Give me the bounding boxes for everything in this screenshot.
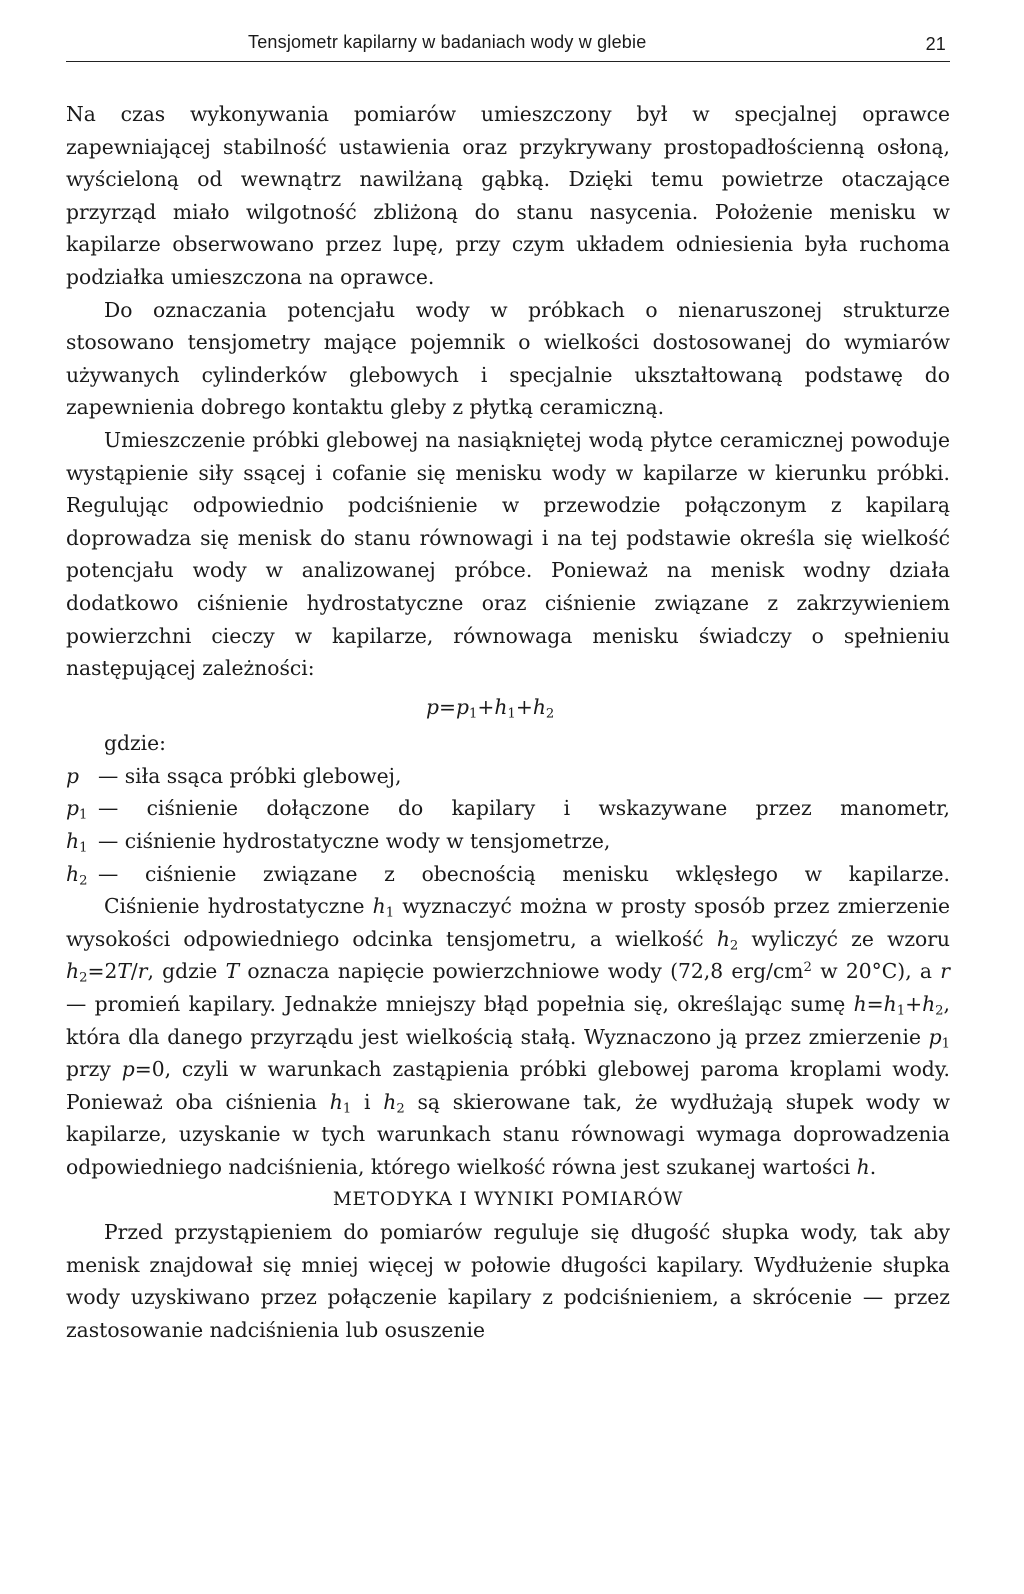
math-subscript: 1 — [342, 1101, 352, 1117]
text-run: + — [905, 992, 923, 1017]
math-subscript: 2 — [79, 970, 88, 986]
definition-symbol — [66, 792, 98, 825]
header-rule — [66, 61, 950, 62]
symbol-subscript: 1 — [79, 840, 88, 856]
definition-symbol — [66, 825, 98, 858]
symbol-letter: h — [66, 829, 80, 854]
math-subscript: 1 — [896, 1003, 906, 1019]
definition-text: — ciśnienie hydrostatyczne wody w tensjometrze, — [98, 829, 611, 854]
where-label: gdzie: — [104, 731, 166, 756]
text-run: w 20°C), a — [811, 959, 941, 984]
definition-row — [66, 760, 950, 793]
symbol-letter: p — [66, 796, 79, 821]
math-symbol: T — [225, 959, 240, 984]
eq-plus-1: + — [477, 694, 495, 719]
math-superscript: 2 — [803, 960, 812, 976]
definition-text: — siła ssąca próbki glebowej, — [98, 763, 402, 788]
text-run: wyliczyć ze wzoru — [738, 926, 950, 951]
body-text — [66, 98, 950, 1347]
math-symbol: T — [117, 959, 131, 984]
definition-text: — ciśnienie związane z obecnością menisku wklęsłego w kapilarze. — [98, 861, 950, 886]
text-run: Ciśnienie hydrostatyczne — [104, 894, 373, 919]
eq-p1: p — [455, 694, 469, 719]
eq-h2-sub: 2 — [545, 705, 555, 721]
math-symbol: r — [940, 959, 950, 984]
math-symbol: h — [883, 992, 897, 1017]
eq-p1-sub: 1 — [468, 705, 478, 721]
math-subscript: 1 — [385, 905, 395, 921]
math-symbol: h — [856, 1155, 870, 1179]
text-run: i — [351, 1089, 384, 1114]
text-run: , gdzie — [147, 959, 226, 984]
math-symbol: h — [383, 1089, 397, 1114]
text-run: =0, czyli w warunkach zastąpienia próbki glebowej paroma kroplami wody. Ponieważ oba ciśnienia — [66, 1057, 950, 1114]
math-subscript: 2 — [396, 1101, 405, 1117]
paragraph-4 — [66, 890, 950, 1183]
text-run: =2 — [87, 959, 118, 984]
paragraph-3: Umieszczenie próbki glebowej na nasiąkniętej wodą płytce ceramicznej powoduje wystąpienie siły ssącej i cofanie się menisku wody w kapilarze w kierunku próbki. Regulując odpowiednio podciśnienie w przewodzie połączonym z kapilarą doprowadza się menisk do stanu równowagi i na tej podstawie określa się wielkość potencjału wody w analizowanej próbce. Ponieważ na menisk wodny działa dodatkowo ciśnienie hydrostatyczne oraz ciśnienie związane z zakrzywieniem powierzchni cieczy w kapilarze, równowaga menisku świadczy o spełnieniu następującej zależności: — [66, 427, 950, 681]
definition-text: — ciśnienie dołączone do kapilary i wskazywane przez manometr, — [98, 796, 950, 821]
paragraph-5: Przed przystąpieniem do pomiarów reguluje się długość słupka wody, tak aby menisk znajdował się mniej więcej w połowie długości kapilary. Wydłużenie słupka wody uzyskiwano przez połączenie kapilary z podciśnieniem, a skrócenie — przez zastosowanie nadciśnienia lub osuszenie — [66, 1220, 950, 1342]
math-symbol: h — [329, 1089, 343, 1114]
eq-h1: h — [494, 694, 508, 719]
book-page — [66, 30, 951, 1342]
text-run: — promień kapilary. Jednakże mniejszy błąd popełnia się, określając sumę — [66, 992, 854, 1017]
math-symbol: h — [922, 992, 936, 1017]
definition-symbol — [66, 760, 98, 793]
eq-p: p — [426, 694, 439, 719]
symbol-definitions — [66, 760, 950, 890]
running-head-title: Tensjometr kapilarny w badaniach wody w glebie — [248, 32, 647, 52]
math-subscript: 2 — [729, 938, 739, 954]
math-symbol: h — [716, 926, 730, 951]
running-head — [66, 30, 950, 58]
equation — [66, 691, 950, 724]
paragraph-1: Na czas wykonywania pomiarów umieszczony był w specjalnej oprawce zapewniającej stabilność ustawienia oraz przykrywany prostopadłościenną osłoną, wyścieloną od wewnątrz nawilżaną gąbką. Dzięki temu powietrze otaczające przyrząd miało wilgotność zbliżoną do stanu nasycenia. Położenie menisku w kapilarze obserwowano przez lupę, przy czym układem odniesienia była ruchoma podziałka umieszczona na oprawce. — [66, 102, 950, 289]
text-run: przy — [66, 1057, 122, 1082]
definition-row — [66, 858, 950, 891]
math-subscript: 2 — [935, 1003, 944, 1019]
text-run: . — [869, 1155, 877, 1179]
math-symbol: p — [121, 1057, 135, 1082]
text-run: , która dla danego przyrządu jest wielkością stałą. Wyznaczono ją przez zmierzenie — [66, 992, 950, 1049]
math-symbol: h — [372, 894, 386, 919]
eq-equals: = — [438, 694, 456, 719]
eq-plus-2: + — [515, 694, 533, 719]
symbol-letter: p — [66, 763, 79, 788]
symbol-subscript: 2 — [79, 872, 88, 888]
text-run: / — [130, 959, 138, 984]
math-symbol: r — [137, 959, 148, 984]
paragraph-2: Do oznaczania potencjału wody w próbkach o nienaruszonej strukturze stosowano tensjometry mające pojemnik o wielkości dostosowanej do wymiarów używanych cylinderków glebowych i specjalnie ukształtowaną podstawę do zapewnienia dobrego kontaktu gleby z płytką ceramiczną. — [66, 297, 950, 420]
section-heading: METODYKA I WYNIKI POMIARÓW — [332, 1188, 684, 1210]
math-symbol: h — [66, 959, 80, 984]
definition-row — [66, 825, 950, 858]
math-symbol: p — [928, 1024, 942, 1049]
definition-symbol — [66, 858, 98, 891]
symbol-subscript: 1 — [78, 807, 88, 823]
text-run: oznacza napięcie powierzchniowe wody (72,8 erg/cm — [239, 959, 804, 984]
eq-h2: h — [532, 694, 546, 719]
math-symbol: h — [853, 992, 867, 1017]
definition-row — [66, 792, 950, 825]
text-run: = — [866, 992, 884, 1017]
text-run: wyznaczyć można w prosty sposób przez zmierzenie wysokości odpowiedniego odcinka tensjometru, a wielkość — [66, 894, 951, 951]
math-subscript: 1 — [941, 1035, 950, 1051]
text-run: są skierowane tak, że wydłużają słupek wody w kapilarze, uzyskanie w tych warunkach stanu równowagi wymaga doprowadzenia odpowiedniego nadciśnienia, którego wielkość równa jest szukanej wartości — [66, 1089, 950, 1179]
page-number: 21 — [925, 34, 946, 54]
eq-h1-sub: 1 — [507, 705, 516, 721]
symbol-letter: h — [66, 861, 80, 886]
